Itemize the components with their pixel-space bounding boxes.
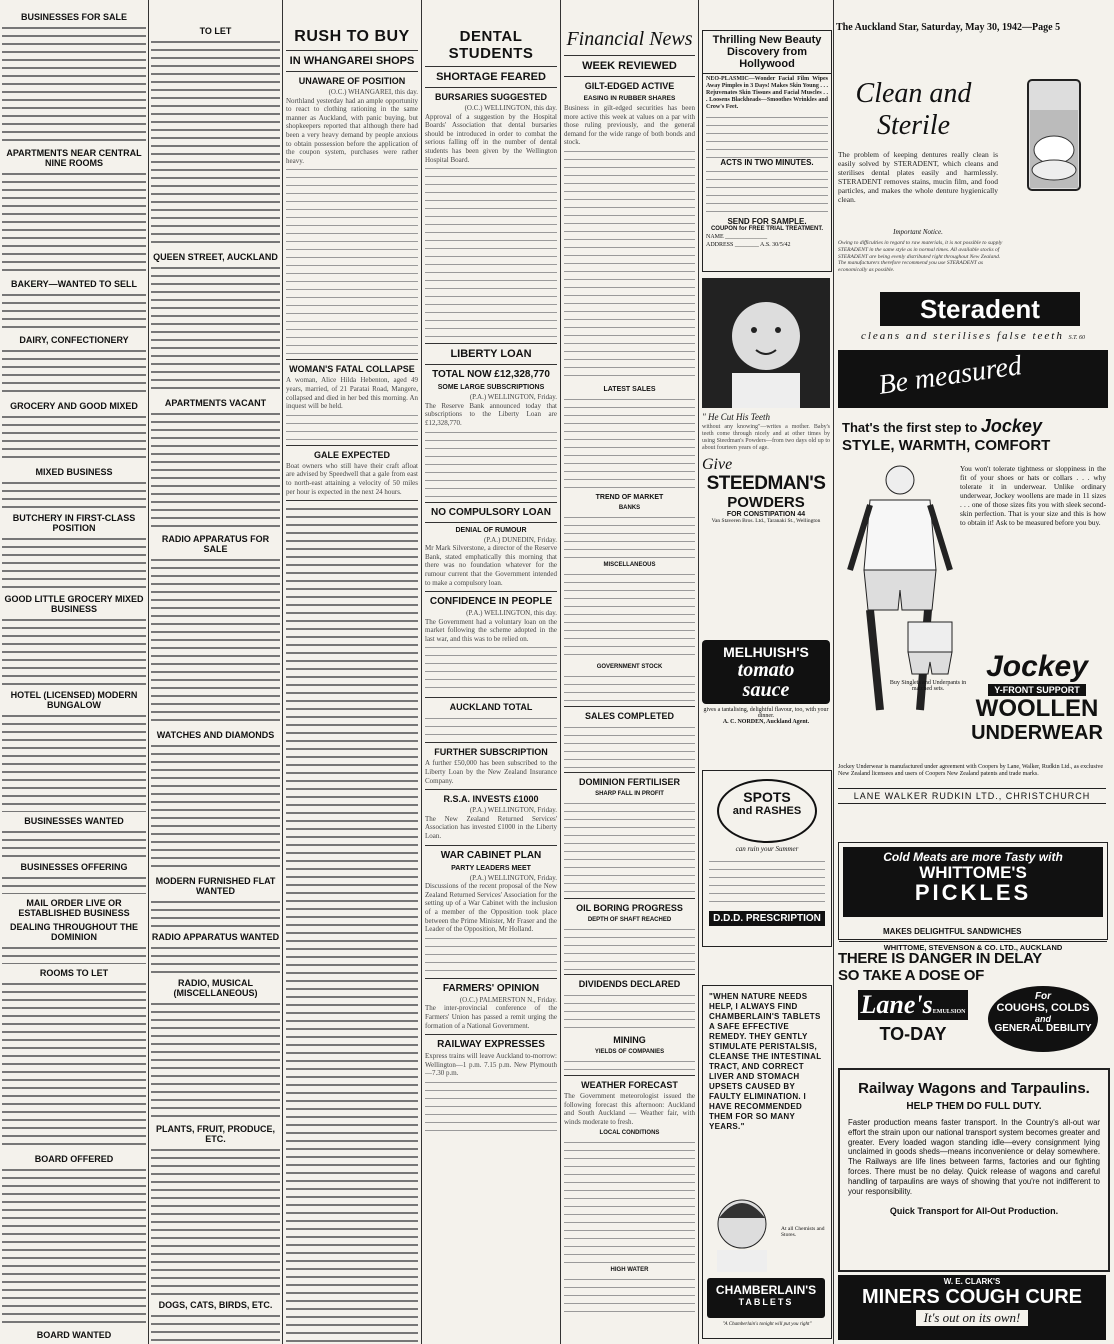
financial-column (564, 22, 695, 1344)
classified-text-block (151, 1312, 280, 1344)
article-body: A further £50,000 has been subscribed to the Liberty Loan by the New Zealand Insurance Company. (425, 759, 557, 785)
financial-table-header: MISCELLANEOUS (603, 561, 656, 568)
classified-text-block (2, 413, 146, 463)
classified-header: MAIL ORDER LIVE OR ESTABLISHED BUSINESS (18, 898, 130, 918)
whittome-product: PICKLES (914, 880, 1032, 905)
lanes-line2: SO TAKE A DOSE OF (838, 967, 985, 984)
melhuish-ad (702, 640, 830, 760)
jockey-headline-2: STYLE, WARMTH, COMFORT (842, 437, 1051, 454)
classified-header: BOARD WANTED (36, 1330, 112, 1340)
classified-text-block (151, 1000, 280, 1120)
steradent-tagline: cleans and sterilises false teeth S.T. 60 (860, 330, 1086, 342)
ad-brand-tomato: tomato (737, 659, 795, 681)
article-body: Northland yesterday had an ample opportunity to react to clothing rationing in the same manner as Auckland, with panic buying, but shopkeepers reported that although there had been a very heavy demand by people anxious to obtain possession before the application of the coupon system, purchases were rather heavy. (286, 96, 418, 165)
classified-text-block (2, 479, 146, 509)
jockey-footer: Jockey Underwear is manufactured under agreement with Coopers by Lane, Walker, Rudkin Ltd., as exclusive New Zealand licensees and users of Coopers New Zealand patents and trade marks. (838, 764, 1104, 777)
classified-text-block (2, 535, 146, 590)
financial-text-block (564, 147, 695, 382)
classified-text-block (151, 898, 280, 928)
article-body: Mr Mark Silverstone, a director of the Reserve Bank, stated emphatically this morning that there was no foundation whatever for the rumour current that the Government intended to make a compulsory loan. (425, 544, 557, 587)
denture-glass-illustration (1008, 70, 1098, 210)
jockey-headline: That's the first step to Jockey (842, 416, 1042, 436)
miners-tag: It's out on its own! (916, 1310, 1029, 1326)
article-dateline: (P.A.) WELLINGTON, Friday. (469, 873, 557, 882)
financial-text-block (564, 799, 695, 894)
ad-brand-sub: FOR CONSTIPATION 44 (726, 511, 806, 518)
woman-portrait (707, 1192, 777, 1272)
ad-body: The problem of keeping dentures really clean is easily solved by STERADENT, which cleans and sterilises dental plates easily and harmlessly. STERADENT removes stains, mucin film, and food particles, and makes the whole denture hygienically clean. (838, 150, 998, 204)
classified-text-block (151, 1146, 280, 1296)
ad-text-block (706, 167, 828, 217)
ad-brand-sauce: sauce (742, 679, 790, 701)
article-subhead: PARTY LEADERS MEET (451, 864, 531, 872)
article-body: A woman, Alice Hilda Hebenton, aged 49 years, married, of 21 Paratai Road, Mangere, collapsed and died in her bed this morning. An inquest will be held. (286, 376, 418, 411)
article-dateline: (P.A.) WELLINGTON, Friday. (469, 393, 557, 402)
chamberlain-ad (702, 985, 832, 1339)
article-deck: SOME LARGE SUBSCRIPTIONS (437, 384, 545, 392)
financial-text-block (564, 1057, 695, 1071)
article-headline: WAR CABINET PLAN (440, 849, 542, 861)
classified-header: HOTEL (LICENSED) MODERN BUNGALOW (10, 690, 138, 710)
financial-text-block (564, 925, 695, 970)
ad-tagline: can ruin your Summer (735, 845, 799, 853)
ad-subtitle: SEND FOR SAMPLE. (727, 217, 807, 226)
ad-brand: STEEDMAN'S (706, 473, 826, 494)
classified-header: PLANTS, FRUIT, PRODUCE, ETC. (155, 1124, 275, 1144)
classified-text-block (2, 828, 146, 858)
steedman-ad (702, 278, 830, 630)
financial-section-header: DOMINION FERTILISER (579, 776, 680, 787)
ad-text-block (709, 857, 825, 907)
ad-body: gives a tantalising, delightful flavour, too, with your dinner. (703, 707, 829, 719)
railway-body: Faster production means faster transport. In the Country's all-out war effort the strain upon our national transport system becomes greater and greater. Every loaded wagon standing idle—every consignment lying unclaimed in goods sheds—means inconvenience or delay somewhere. The Railways are life lines between farms, factories and our fighting forces. There must be no delay. Quick release of wagons and careful handling of tarpaulins are ways of showing that you're not indifferent to your responsibility. (848, 1118, 1100, 1196)
financial-text-block (564, 991, 695, 1031)
ad-coupon: COUPON for FREE TRIAL TREATMENT. (710, 226, 824, 232)
whittome-brand: WHITTOME'S (919, 863, 1027, 882)
financial-text-block (564, 723, 695, 768)
article-text-block (425, 714, 557, 738)
article-text-block (425, 643, 557, 693)
jockey-underwear: UNDERWEAR (971, 722, 1103, 744)
financial-banner: Financial News (566, 28, 693, 50)
classified-header: APARTMENTS VACANT (164, 398, 267, 408)
whittome-tag: MAKES DELIGHTFUL SANDWICHES (879, 927, 1026, 936)
financial-table-header: HIGH WATER (610, 1267, 649, 1274)
article-text-block (425, 164, 557, 339)
classified-header: BAKERY—WANTED TO SELL (10, 279, 137, 289)
financial-body: Business in gilt-edged securities has been more active this week at values on a par with those ruling previously, and the general demand for the wide range of both bonds and stock. (564, 104, 695, 147)
classified-header: WATCHES AND DIAMONDS (156, 730, 275, 740)
article-text-block (286, 411, 418, 441)
article-dateline: (O.C.) PALMERSTON N., Friday. (459, 995, 557, 1004)
classified-header: MIXED BUSINESS (35, 467, 113, 477)
classified-header: QUEEN STREET, AUCKLAND (153, 252, 278, 262)
ad-subtitle: ACTS IN TWO MINUTES. (720, 158, 814, 167)
whittome-maker: WHITTOME, STEVENSON & CO. LTD., AUCKLAND (839, 941, 1107, 952)
article-dateline: (P.A.) DUNEDIN, Friday. (483, 535, 557, 544)
financial-section-header: LATEST SALES (603, 385, 656, 393)
classified-text-block (151, 38, 280, 248)
ad-title-2: and RASHES (732, 805, 802, 817)
financial-section-header: DIVIDENDS DECLARED (578, 978, 681, 989)
article-headline: FARMERS' OPINION (442, 982, 540, 994)
classified-header: DEALING THROUGHOUT THE DOMINION (10, 922, 138, 942)
jockey-underwear-illustration (900, 618, 960, 678)
financial-headline: WEEK REVIEWED (582, 60, 677, 72)
steradent-notice-body: Owing to difficulties in regard to raw materials, it is not possible to supply STERADENT in the same style as in normal times. All available stocks of STERADENT are being evenly distributed right throughout New Zealand. The manufacturers therefore recommend you use STERADENT as economically as possible. (838, 240, 1003, 274)
article-body: Discussions of the recent proposal of the New Zealand Returned Services' Association for the setting up of a War Cabinet with the inclusion of a member of the Opposition took place between the Prime Minister, Mr Fraser and the Leader of the Opposition, Mr Holland. (425, 882, 557, 934)
classified-text-block (2, 616, 146, 686)
news-column-4 (425, 22, 557, 1344)
article-headline: AUCKLAND TOTAL (449, 702, 533, 713)
financial-deck: SHARP FALL IN PROFIT (595, 790, 664, 797)
lanes-for-badge: For COUGHS, COLDS and GENERAL DEBILITY (988, 986, 1098, 1052)
chamberlain-side: At all Chemists and Stores. (781, 1226, 825, 1238)
article-body: The New Zealand Returned Services' Association has invested £1000 in the Liberty Loan. (425, 814, 557, 841)
column-rule (282, 0, 283, 1344)
classified-text-block (151, 556, 280, 726)
article-dateline: (P.A.) WELLINGTON, this day. (466, 609, 557, 618)
classified-text-block (2, 1166, 146, 1326)
classified-text-block (151, 410, 280, 530)
ad-text-block (706, 113, 828, 158)
chamberlain-sub: TABLETS (738, 1297, 794, 1307)
article-headline: GALE EXPECTED (313, 449, 390, 460)
chamberlain-quote: "WHEN NATURE NEEDS HELP, I ALWAYS FIND CHAMBERLAIN'S TABLETS A SAFE EFFECTIVE REMEDY. THEY GENTLY STIMULATE PERISTALSIS, CLEANSE THE INTESTINAL TRACT, AND CORRECT LIVER AND STOMACH UPSETS CAUSED BY FAULTY ELIMINATION. I HAVE RECOMMENDED THEM FOR SO MANY YEARS." (709, 992, 822, 1131)
ad-caption: " He Cut His Teeth (702, 412, 770, 422)
ad-brand: MELHUISH'S (723, 644, 809, 660)
classified-header: RADIO APPARATUS FOR SALE (161, 534, 270, 554)
financial-table (564, 1138, 695, 1263)
financial-section-header: MINING (613, 1034, 646, 1045)
classified-text-block (2, 347, 146, 397)
ad-body: NEO-PLASMIC—Wonder Facial Film Wipes Away Pimples in 3 Days! Makes Skin Young . . . Rejuvenates Skin Tissues and Facial Muscles . . . Loosens Blackheads—Smoothes Wrinkles and Crow's Feet. (706, 76, 828, 110)
article-text-block (286, 165, 418, 355)
page-masthead: The Auckland Star, Saturday, May 30, 1942—Page 5 (836, 22, 1061, 33)
financial-deck: DEPTH OF SHAFT REACHED (587, 916, 672, 923)
classified-text-block (151, 742, 280, 872)
classified-text-block (151, 264, 280, 394)
lanes-line1: THERE IS DANGER IN DELAY (838, 950, 1042, 967)
classified-text-block (151, 944, 280, 974)
classified-header: GOOD LITTLE GROCERY MIXED BUSINESS (4, 594, 144, 614)
classified-text-block (286, 505, 418, 1344)
jockey-woollen: WOOLLEN (975, 695, 1099, 722)
financial-table-header: BANKS (618, 504, 641, 511)
ad-name-line: NAME ______________ (706, 234, 768, 240)
steradent-brand-banner: Steradent (880, 292, 1080, 326)
classified-text-block (2, 291, 146, 331)
article-dateline: (O.C.) WELLINGTON, this day. (464, 104, 557, 112)
article-body: The Reserve Bank announced today that subscriptions to the Liberty Loan are £12,328,770. (425, 401, 557, 427)
article-text-block (425, 428, 557, 498)
ad-body: without any knowing"—writes a mother. Baby's teeth come through nicely and at other times by using Steedman's Powders—from two days old up to about fourteen years of age. (702, 424, 830, 451)
article-headline: LIBERTY LOAN (450, 348, 532, 361)
column-rule (148, 0, 149, 1344)
railway-title: Railway Wagons and Tarpaulins. (858, 1080, 1090, 1097)
financial-section-header: OIL BORING PROGRESS (576, 902, 683, 913)
article-subhead: TOTAL NOW £12,328,770 (432, 369, 550, 381)
classified-text-block (2, 24, 146, 144)
miners-ad (838, 1275, 1106, 1340)
column-rule (421, 0, 422, 1344)
whittome-line1: Cold Meats are more Tasty with (883, 850, 1063, 864)
chamberlain-tag: "A Chamberlain's tonight will put you right" (722, 1322, 812, 1327)
article-headline: RUSH TO BUY (294, 28, 410, 45)
classified-header: BUSINESSES FOR SALE (20, 12, 128, 22)
classified-header: MODERN FURNISHED FLAT WANTED (155, 876, 276, 896)
column-rule (833, 0, 834, 1344)
financial-section-header: TREND OF MARKET (595, 493, 664, 501)
classified-header: RADIO, MUSICAL (MISCELLANEOUS) (173, 978, 258, 998)
classified-header: BUTCHERY IN FIRST-CLASS POSITION (12, 513, 136, 533)
railway-sub: HELP THEM DO FULL DUTY. (906, 1101, 1042, 1112)
neoplasmic-ad (702, 30, 832, 272)
article-deck: BURSARIES SUGGESTED (434, 92, 548, 102)
lanes-ad (838, 950, 1106, 1055)
classifieds-column-1 (2, 8, 146, 1344)
article-headline: NO COMPULSORY LOAN (430, 506, 551, 518)
classified-header: RADIO APPARATUS WANTED (151, 932, 280, 942)
classified-text-block (2, 170, 146, 275)
classified-header: GROCERY AND GOOD MIXED (10, 401, 138, 411)
classified-text-block (2, 874, 146, 894)
classified-text-block (2, 944, 146, 964)
ad-brand-powders: POWDERS (727, 494, 805, 511)
classified-header: APARTMENTS NEAR CENTRAL NINE ROOMS (6, 148, 142, 168)
column-rule (698, 0, 699, 1344)
jockey-maker: LANE WALKER RUDKIN LTD., CHRISTCHURCH (838, 788, 1106, 804)
article-headline: FURTHER SUBSCRIPTION (434, 747, 548, 758)
railway-tag: Quick Transport for All-Out Production. (889, 1206, 1059, 1217)
financial-text-block (564, 395, 695, 490)
ddd-ad (702, 770, 832, 947)
ad-address: Van Staveren Bros. Ltd., Taranaki St., Wellington (711, 518, 821, 524)
article-dateline: (O.C.) WHANGAREI, this day. (328, 88, 418, 96)
chamberlain-brand: CHAMBERLAIN'S (715, 1283, 817, 1297)
miners-title: MINERS COUGH CURE (861, 1286, 1082, 1308)
ad-title: SPOTS (743, 789, 791, 805)
financial-deck: YIELDS OF COMPANIES (594, 1048, 665, 1055)
ad-title: Clean and Sterile (855, 78, 972, 141)
classified-header: BOARD OFFERED (34, 1154, 114, 1164)
article-body: Approval of a suggestion by the Hospital Boards' Association that dental bursaries should be introduced in order to combat the serious falling off in the number of dental students has been given by the Wellington Hospital Board. (425, 112, 557, 164)
article-headline: WOMAN'S FATAL COLLAPSE (289, 364, 415, 375)
ad-brand: D.D.D. PRESCRIPTION (709, 911, 825, 926)
article-headline: DENTAL STUDENTS (448, 28, 534, 62)
article-body: The inter-provincial conference of the Farmers' Union has passed a remit urging the formation of a National Government. (425, 1004, 557, 1030)
classifieds-column-2 (151, 22, 280, 1344)
article-subhead: IN WHANGAREI SHOPS (289, 55, 415, 67)
jockey-body: You won't tolerate tightness or sloppiness in the fit of your shoes or hats or collars . . . why tolerate it in underwear. Unlike ordinary underwear, Jockey woollens are made in 11 sizes . . . one of those sizes fits you with sleek second-skin perfection. That is your size and this is how to obtain it! Ask to be measured before you buy. (960, 464, 1106, 527)
lanes-when: TO-DAY (879, 1024, 947, 1044)
miners-brand: W. E. CLARK'S (943, 1277, 1001, 1286)
classified-header: DOGS, CATS, BIRDS, ETC. (158, 1300, 273, 1310)
classified-header: BUSINESSES OFFERING (20, 862, 128, 872)
classified-text-block (2, 712, 146, 812)
jockey-brand: Jockey (986, 650, 1088, 683)
ad-maker: A. C. NORDEN, Auckland Agent. (722, 719, 810, 725)
jockey-banner: Be measured (876, 350, 1024, 401)
article-body: Express trains will leave Auckland to-morrow: Wellington—1 p.m. 7.15 p.m. New Plymouth—7.30 p.m. (425, 1052, 557, 1078)
article-subhead: SHORTAGE FEARED (436, 71, 546, 83)
article-body: The Government had a voluntary loan on the market following the scheme adopted in the last war, and this was to be relied on. (425, 617, 557, 643)
financial-subhead: GILT-EDGED ACTIVE (584, 81, 675, 91)
financial-table-header: LOCAL CONDITIONS (599, 1130, 660, 1137)
classified-header: DAIRY, CONFECTIONERY (19, 335, 129, 345)
news-column-3 (286, 22, 418, 1344)
financial-table (564, 570, 695, 660)
financial-table (564, 513, 695, 558)
whittome-ad (838, 842, 1108, 952)
classified-header: TO LET (199, 26, 232, 36)
ad-brand-give: Give (702, 456, 733, 473)
article-headline: CONFIDENCE IN PEOPLE (429, 596, 553, 608)
financial-deck: EASING IN RUBBER SHARES (583, 95, 676, 102)
article-dateline: (P.A.) WELLINGTON, Friday. (469, 806, 557, 815)
classified-text-block (2, 980, 146, 1150)
article-deck: UNAWARE OF POSITION (298, 76, 406, 86)
ad-address-line: ADDRESS ________ A.S. 30/5/42 (706, 242, 791, 248)
article-text-block (425, 934, 557, 974)
column-rule (560, 0, 561, 1344)
financial-table-header: GOVERNMENT STOCK (596, 663, 663, 670)
jockey-support: Y-FRONT SUPPORT (988, 684, 1086, 696)
baby-photo (702, 278, 830, 408)
financial-table (564, 1275, 695, 1315)
article-subhead: DENIAL OF RUMOUR (455, 526, 527, 534)
article-body: Boat owners who still have their craft afloat are advised by Speedwell that a gale from east to north-east attaining a velocity of 50 miles per hour is expected in the next 24 hours. (286, 461, 418, 496)
financial-body: The Government meteorologist issued the following forecast this afternoon: Auckland and South Auckland — Weather fair, with winds moderate to fresh. (564, 1091, 695, 1126)
article-text-block (425, 1078, 557, 1138)
jockey-ad (838, 350, 1108, 825)
ad-title: Thrilling New Beauty Discovery from Hollywood (703, 31, 831, 74)
article-headline: RAILWAY EXPRESSES (437, 1039, 545, 1051)
financial-table (564, 672, 695, 702)
lanes-brand: Lane'sEMULSION (858, 990, 968, 1020)
financial-section-header: WEATHER FORECAST (581, 1079, 678, 1090)
ad-notice-title: Important Notice. (893, 228, 943, 236)
financial-section-header: SALES COMPLETED (584, 710, 674, 721)
classified-header: ROOMS TO LET (39, 968, 109, 978)
jockey-caption: Buy Singlets and Underpants in matched sets. (889, 680, 967, 692)
article-headline: R.S.A. INVESTS £1000 (443, 794, 539, 805)
classified-header: BUSINESSES WANTED (24, 816, 124, 826)
railway-ad (838, 1068, 1110, 1272)
